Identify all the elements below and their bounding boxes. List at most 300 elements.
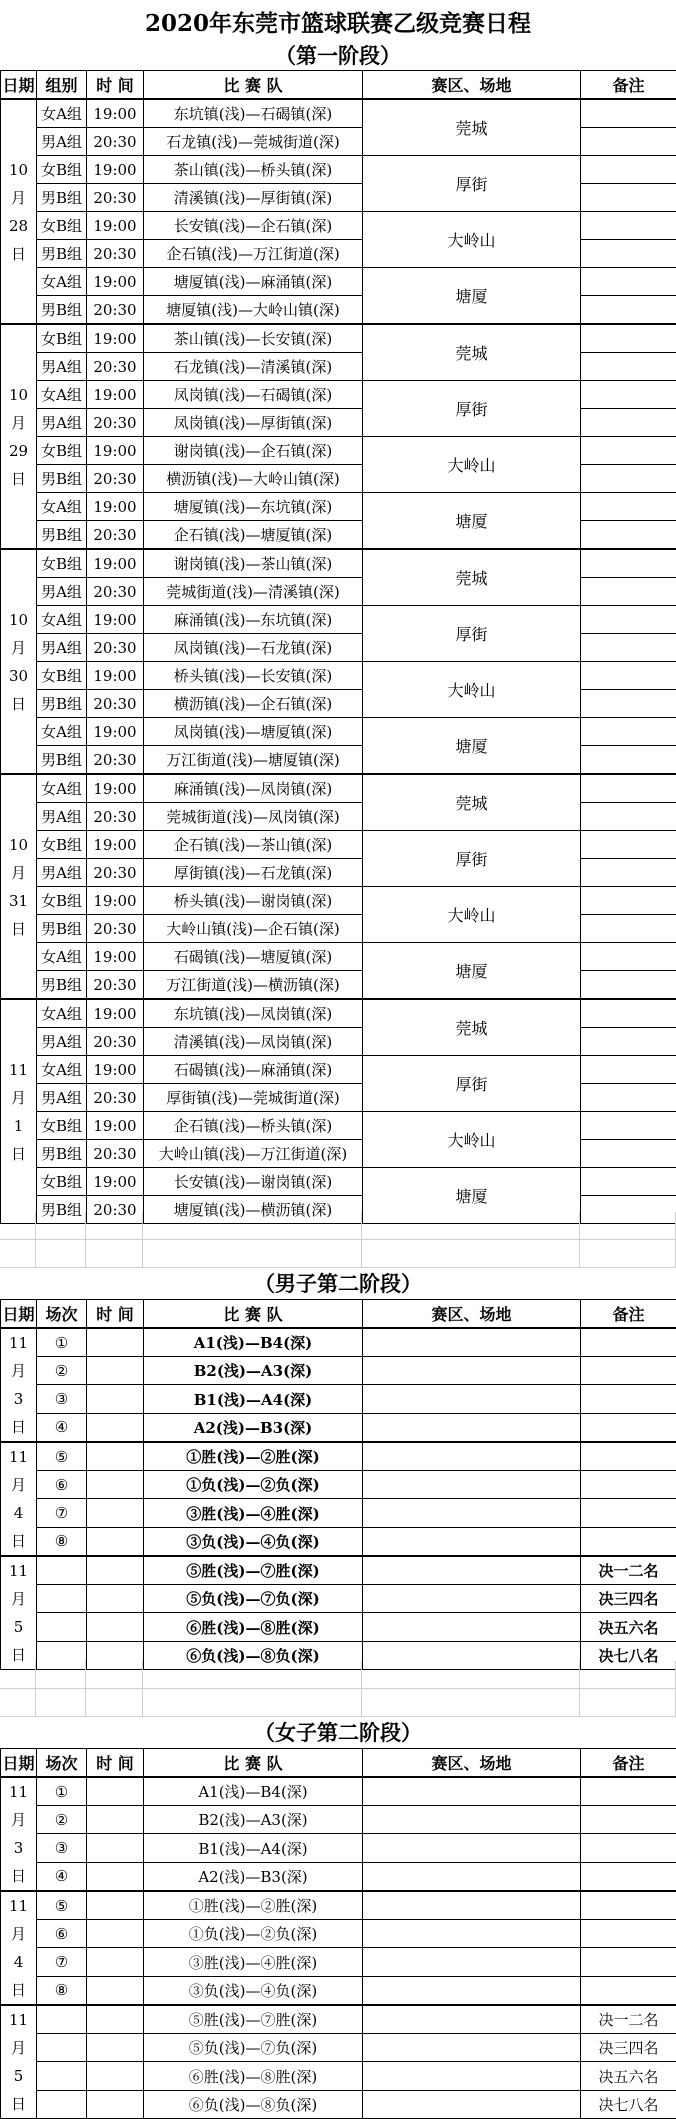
match-cell: 桥头镇(浅)—谢岗镇(深)	[144, 887, 363, 915]
date-part: 日	[1, 1976, 36, 2004]
match-cell: 莞城街道(浅)—凤岗镇(深)	[144, 803, 363, 831]
date-part: 11	[1, 1056, 36, 1084]
date-cell	[1, 1442, 37, 1556]
table-row	[1, 1442, 676, 1471]
time-cell	[87, 1556, 144, 1585]
empty-cell	[362, 1240, 580, 1267]
empty-cell	[580, 1212, 676, 1239]
group-cell: 女A组	[37, 493, 87, 521]
empty-cell	[86, 1661, 143, 1688]
match-cell: ⑥负(浅)—⑧负(深)	[144, 2090, 363, 2118]
date-part: 日	[1, 1641, 36, 1669]
table-row	[1, 381, 676, 409]
table-row	[1, 1806, 676, 1834]
table-row	[1, 99, 676, 128]
time-cell: 19:00	[87, 437, 144, 465]
game-number-cell: ⑥	[37, 1920, 87, 1948]
venue-cell: 大岭山	[363, 212, 581, 268]
remark-cell	[581, 1862, 676, 1891]
time-cell: 20:30	[87, 1140, 144, 1168]
venue-cell	[363, 1891, 581, 1920]
game-number-cell: ⑧	[37, 1527, 87, 1556]
date-part: 1	[1, 1112, 36, 1140]
empty-cell	[36, 1661, 86, 1688]
date-part: 10	[1, 381, 36, 409]
remark-cell	[581, 746, 676, 775]
remark-cell	[581, 774, 676, 803]
table-row	[1, 1834, 676, 1862]
table-row	[1, 1413, 676, 1442]
table-row	[1, 156, 676, 184]
table-row	[1, 1471, 676, 1499]
group-cell: 女B组	[37, 831, 87, 859]
remark-cell	[581, 268, 676, 296]
table-row	[1, 268, 676, 296]
table-row	[1, 324, 676, 353]
time-cell: 19:00	[87, 212, 144, 240]
remark-cell	[581, 1168, 676, 1196]
venue-cell	[363, 1862, 581, 1891]
remark-cell	[581, 1471, 676, 1499]
empty-cell	[580, 1240, 676, 1267]
time-cell	[87, 1585, 144, 1613]
match-cell: 塘厦镇(浅)—横沥镇(深)	[144, 1196, 363, 1224]
empty-cell	[86, 1689, 143, 1716]
time-cell	[87, 1862, 144, 1891]
game-number-cell: ③	[37, 1834, 87, 1862]
date-cell	[1, 1777, 37, 1891]
remark-cell	[581, 606, 676, 634]
time-cell: 19:00	[87, 156, 144, 184]
stage1-heading: （第一阶段）	[0, 40, 676, 72]
venue-cell: 大岭山	[363, 887, 581, 943]
venue-cell: 厚街	[363, 831, 581, 887]
game-number-cell: ②	[37, 1357, 87, 1385]
venue-cell	[363, 1471, 581, 1499]
column-header: 备注	[581, 1300, 676, 1329]
remark-cell	[581, 212, 676, 240]
table-row	[1, 549, 676, 578]
header-row	[1, 1749, 676, 1778]
venue-cell: 塘厦	[363, 718, 581, 775]
match-cell: ①负(浅)—②负(深)	[144, 1471, 363, 1499]
match-cell: 企石镇(浅)—万江街道(深)	[144, 240, 363, 268]
time-cell: 19:00	[87, 606, 144, 634]
remark-cell	[581, 1976, 676, 2005]
game-number-cell	[37, 1613, 87, 1641]
date-part: 日	[1, 1862, 36, 1890]
remark-cell: 决七八名	[581, 2090, 676, 2118]
remark-cell	[581, 831, 676, 859]
remark-cell	[581, 99, 676, 128]
remark-cell	[581, 1527, 676, 1556]
column-header: 时 间	[87, 1300, 144, 1329]
match-cell: 凤岗镇(浅)—塘厦镇(深)	[144, 718, 363, 746]
remark-cell: 决一二名	[581, 2005, 676, 2034]
venue-cell	[363, 1413, 581, 1442]
empty-cell	[143, 1689, 362, 1716]
date-cell	[1, 999, 37, 1224]
venue-cell	[363, 1834, 581, 1862]
group-cell: 男B组	[37, 690, 87, 718]
time-cell: 20:30	[87, 690, 144, 718]
match-cell: 万江街道(浅)—塘厦镇(深)	[144, 746, 363, 775]
column-header: 日期	[1, 71, 37, 100]
table-row	[1, 2005, 676, 2034]
empty-cell	[86, 1212, 143, 1239]
empty-cell	[143, 1212, 362, 1239]
empty-cell	[143, 1661, 362, 1688]
date-part: 月	[1, 1920, 36, 1948]
group-cell: 男A组	[37, 1028, 87, 1056]
group-cell: 女A组	[37, 99, 87, 128]
date-cell	[1, 2005, 37, 2119]
remark-cell	[581, 184, 676, 212]
group-cell: 男A组	[37, 128, 87, 156]
date-part: 月	[1, 184, 36, 212]
stage2-women-table	[0, 1748, 676, 2119]
match-cell: ⑤负(浅)—⑦负(深)	[144, 2034, 363, 2062]
venue-cell	[363, 1613, 581, 1641]
match-cell: ⑥胜(浅)—⑧胜(深)	[144, 1613, 363, 1641]
time-cell	[87, 1413, 144, 1442]
time-cell	[87, 1920, 144, 1948]
venue-cell	[363, 1442, 581, 1471]
table-row	[1, 2062, 676, 2090]
time-cell: 19:00	[87, 999, 144, 1028]
date-part: 日	[1, 1413, 36, 1441]
remark-cell: 决一二名	[581, 1556, 676, 1585]
venue-cell	[363, 1385, 581, 1413]
column-header: 场次	[37, 1749, 87, 1778]
group-cell: 女B组	[37, 156, 87, 184]
table-row	[1, 1862, 676, 1891]
column-header: 场次	[37, 1300, 87, 1329]
remark-cell	[581, 1328, 676, 1357]
empty-row	[0, 1240, 676, 1268]
time-cell: 20:30	[87, 465, 144, 493]
venue-cell: 厚街	[363, 1056, 581, 1112]
time-cell: 20:30	[87, 184, 144, 212]
time-cell: 20:30	[87, 971, 144, 1000]
remark-cell	[581, 296, 676, 325]
time-cell: 20:30	[87, 296, 144, 325]
venue-cell	[363, 1499, 581, 1527]
match-cell: A2(浅)—B3(深)	[144, 1413, 363, 1442]
date-part: 11	[1, 1778, 36, 1806]
date-part: 28	[1, 212, 36, 240]
venue-cell	[363, 1948, 581, 1976]
date-part: 11	[1, 1329, 36, 1357]
venue-cell	[363, 1806, 581, 1834]
match-cell: ⑤胜(浅)—⑦胜(深)	[144, 1556, 363, 1585]
match-cell: 石龙镇(浅)—莞城街道(深)	[144, 128, 363, 156]
group-cell: 女B组	[37, 212, 87, 240]
time-cell: 19:00	[87, 943, 144, 971]
match-cell: 塘厦镇(浅)—东坑镇(深)	[144, 493, 363, 521]
time-cell	[87, 2034, 144, 2062]
game-number-cell: ⑦	[37, 1948, 87, 1976]
time-cell: 19:00	[87, 1112, 144, 1140]
match-cell: 厚街镇(浅)—莞城街道(深)	[144, 1084, 363, 1112]
time-cell: 19:00	[87, 662, 144, 690]
remark-cell	[581, 718, 676, 746]
time-cell: 20:30	[87, 353, 144, 381]
table-row	[1, 1948, 676, 1976]
column-header: 备注	[581, 1749, 676, 1778]
table-row	[1, 1385, 676, 1413]
date-part: 日	[1, 1140, 36, 1168]
stage1-table	[0, 70, 676, 1224]
stage2-women-heading: （女子第二阶段）	[0, 1717, 676, 1749]
remark-cell	[581, 634, 676, 662]
column-header: 赛区、场地	[363, 1300, 581, 1329]
venue-cell: 塘厦	[363, 1168, 581, 1224]
venue-cell	[363, 2034, 581, 2062]
group-cell: 男B组	[37, 296, 87, 325]
match-cell: 凤岗镇(浅)—厚街镇(深)	[144, 409, 363, 437]
time-cell	[87, 1328, 144, 1357]
match-cell: 东坑镇(浅)—石碣镇(深)	[144, 99, 363, 128]
date-part: 4	[1, 1499, 36, 1527]
game-number-cell: ⑧	[37, 1976, 87, 2005]
empty-cell	[580, 1689, 676, 1716]
remark-cell	[581, 1413, 676, 1442]
date-cell	[1, 774, 37, 999]
group-cell: 女A组	[37, 999, 87, 1028]
venue-cell	[363, 1556, 581, 1585]
remark-cell: 决三四名	[581, 2034, 676, 2062]
venue-cell	[363, 2062, 581, 2090]
table-row	[1, 1585, 676, 1613]
table-row	[1, 1527, 676, 1556]
game-number-cell: ⑤	[37, 1891, 87, 1920]
group-cell: 男A组	[37, 353, 87, 381]
remark-cell	[581, 353, 676, 381]
date-part: 5	[1, 2062, 36, 2090]
time-cell: 20:30	[87, 634, 144, 662]
date-part: 月	[1, 634, 36, 662]
match-cell: 厚街镇(浅)—石龙镇(深)	[144, 859, 363, 887]
remark-cell	[581, 1442, 676, 1471]
venue-cell	[363, 1357, 581, 1385]
game-number-cell: ④	[37, 1413, 87, 1442]
match-cell: A1(浅)—B4(深)	[144, 1328, 363, 1357]
date-part: 月	[1, 1471, 36, 1499]
time-cell: 20:30	[87, 1084, 144, 1112]
remark-cell: 决五六名	[581, 2062, 676, 2090]
match-cell: 石碣镇(浅)—麻涌镇(深)	[144, 1056, 363, 1084]
game-number-cell	[37, 2090, 87, 2118]
venue-cell: 大岭山	[363, 662, 581, 718]
remark-cell	[581, 1806, 676, 1834]
date-cell	[1, 99, 37, 324]
time-cell	[87, 2062, 144, 2090]
date-part: 日	[1, 690, 36, 718]
table-row	[1, 662, 676, 690]
time-cell	[87, 1385, 144, 1413]
date-part: 日	[1, 465, 36, 493]
match-cell: ⑥胜(浅)—⑧胜(深)	[144, 2062, 363, 2090]
group-cell: 女B组	[37, 662, 87, 690]
venue-cell: 莞城	[363, 774, 581, 831]
time-cell	[87, 1442, 144, 1471]
table-row	[1, 831, 676, 859]
time-cell: 19:00	[87, 718, 144, 746]
match-cell: 谢岗镇(浅)—茶山镇(深)	[144, 549, 363, 578]
empty-cell	[86, 1240, 143, 1267]
remark-cell	[581, 803, 676, 831]
header-row	[1, 71, 676, 100]
game-number-cell	[37, 1556, 87, 1585]
table-row	[1, 1920, 676, 1948]
match-cell: ⑤负(浅)—⑦负(深)	[144, 1585, 363, 1613]
venue-cell	[363, 1328, 581, 1357]
date-part: 11	[1, 2006, 36, 2034]
date-part: 11	[1, 1892, 36, 1920]
match-cell: 企石镇(浅)—塘厦镇(深)	[144, 521, 363, 550]
match-cell: B2(浅)—A3(深)	[144, 1806, 363, 1834]
time-cell: 19:00	[87, 549, 144, 578]
group-cell: 男B组	[37, 240, 87, 268]
time-cell	[87, 1891, 144, 1920]
header-row	[1, 1300, 676, 1329]
match-cell: A1(浅)—B4(深)	[144, 1777, 363, 1806]
match-cell: ①负(浅)—②负(深)	[144, 1920, 363, 1948]
empty-cell	[580, 1661, 676, 1688]
date-cell	[1, 1891, 37, 2005]
match-cell: 麻涌镇(浅)—东坑镇(深)	[144, 606, 363, 634]
match-cell: ③负(浅)—④负(深)	[144, 1976, 363, 2005]
table-row	[1, 2090, 676, 2118]
game-number-cell: ⑤	[37, 1442, 87, 1471]
table-row	[1, 606, 676, 634]
table-row	[1, 212, 676, 240]
date-part: 10	[1, 606, 36, 634]
empty-cell	[36, 1212, 86, 1239]
date-cell	[1, 1556, 37, 1670]
remark-cell	[581, 859, 676, 887]
remark-cell	[581, 887, 676, 915]
venue-cell	[363, 1920, 581, 1948]
time-cell: 20:30	[87, 409, 144, 437]
remark-cell	[581, 1084, 676, 1112]
empty-cell	[0, 1661, 36, 1688]
column-header: 赛区、场地	[363, 1749, 581, 1778]
group-cell: 男A组	[37, 1084, 87, 1112]
remark-cell	[581, 409, 676, 437]
date-part: 3	[1, 1834, 36, 1862]
match-cell: 长安镇(浅)—企石镇(深)	[144, 212, 363, 240]
table-row	[1, 1499, 676, 1527]
venue-cell: 莞城	[363, 549, 581, 606]
date-part: 日	[1, 1527, 36, 1555]
time-cell: 20:30	[87, 803, 144, 831]
empty-row	[0, 1689, 676, 1717]
game-number-cell: ④	[37, 1862, 87, 1891]
table-row	[1, 1556, 676, 1585]
remark-cell	[581, 943, 676, 971]
match-cell: ①胜(浅)—②胜(深)	[144, 1891, 363, 1920]
group-cell: 女B组	[37, 887, 87, 915]
table-row	[1, 1112, 676, 1140]
empty-cell	[362, 1689, 580, 1716]
match-cell: 茶山镇(浅)—长安镇(深)	[144, 324, 363, 353]
column-header: 日期	[1, 1749, 37, 1778]
table-row	[1, 493, 676, 521]
remark-cell	[581, 1891, 676, 1920]
date-part: 日	[1, 240, 36, 268]
column-header: 时 间	[87, 71, 144, 100]
remark-cell	[581, 1920, 676, 1948]
time-cell: 19:00	[87, 99, 144, 128]
date-cell	[1, 1328, 37, 1442]
time-cell: 20:30	[87, 1196, 144, 1224]
remark-cell	[581, 1357, 676, 1385]
match-cell: ③胜(浅)—④胜(深)	[144, 1499, 363, 1527]
match-cell: ⑥负(浅)—⑧负(深)	[144, 1641, 363, 1669]
time-cell	[87, 1613, 144, 1641]
date-part: 5	[1, 1613, 36, 1641]
group-cell: 女B组	[37, 324, 87, 353]
date-part: 月	[1, 859, 36, 887]
column-header: 比 赛 队	[144, 71, 363, 100]
match-cell: ①胜(浅)—②胜(深)	[144, 1442, 363, 1471]
game-number-cell: ③	[37, 1385, 87, 1413]
match-cell: 大岭山镇(浅)—企石镇(深)	[144, 915, 363, 943]
match-cell: 茶山镇(浅)—桥头镇(深)	[144, 156, 363, 184]
table-row	[1, 718, 676, 746]
table-row	[1, 437, 676, 465]
table-row	[1, 1357, 676, 1385]
remark-cell: 决七八名	[581, 1641, 676, 1669]
venue-cell: 厚街	[363, 381, 581, 437]
time-cell	[87, 1976, 144, 2005]
time-cell: 20:30	[87, 578, 144, 606]
time-cell: 20:30	[87, 521, 144, 550]
venue-cell: 塘厦	[363, 943, 581, 1000]
game-number-cell: ⑦	[37, 1499, 87, 1527]
time-cell: 19:00	[87, 324, 144, 353]
remark-cell	[581, 1112, 676, 1140]
remark-cell: 决三四名	[581, 1585, 676, 1613]
empty-row	[0, 1661, 676, 1689]
table-row	[1, 774, 676, 803]
match-cell: 塘厦镇(浅)—麻涌镇(深)	[144, 268, 363, 296]
table-row	[1, 1613, 676, 1641]
time-cell: 20:30	[87, 746, 144, 775]
date-part: 月	[1, 409, 36, 437]
venue-cell: 大岭山	[363, 437, 581, 493]
game-number-cell	[37, 1585, 87, 1613]
group-cell: 男B组	[37, 1196, 87, 1224]
venue-cell	[363, 1976, 581, 2005]
time-cell: 19:00	[87, 1168, 144, 1196]
match-cell: 谢岗镇(浅)—企石镇(深)	[144, 437, 363, 465]
column-header: 比 赛 队	[144, 1300, 363, 1329]
match-cell: 凤岗镇(浅)—石龙镇(深)	[144, 634, 363, 662]
game-number-cell: ②	[37, 1806, 87, 1834]
date-part: 月	[1, 1806, 36, 1834]
date-part: 30	[1, 662, 36, 690]
remark-cell	[581, 662, 676, 690]
table-row	[1, 1777, 676, 1806]
match-cell: 企石镇(浅)—桥头镇(深)	[144, 1112, 363, 1140]
group-cell: 女B组	[37, 437, 87, 465]
date-part: 月	[1, 2034, 36, 2062]
empty-cell	[0, 1240, 36, 1267]
match-cell: B2(浅)—A3(深)	[144, 1357, 363, 1385]
